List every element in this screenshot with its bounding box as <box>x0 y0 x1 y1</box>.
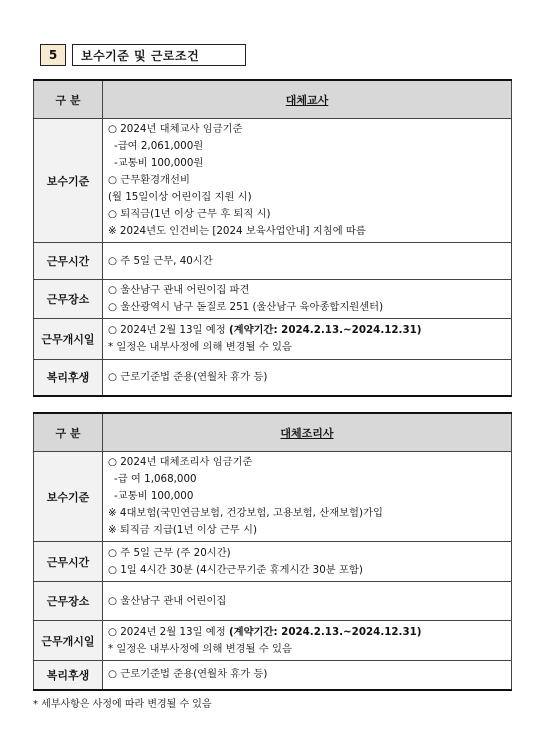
table-row-start-date <box>34 319 512 360</box>
content-line: -교통비 100,000원 <box>114 157 204 169</box>
content-line: ○ 2024년 대체교사 임금기준 <box>108 123 243 135</box>
row-content <box>103 360 512 396</box>
table-row-welfare <box>34 360 512 396</box>
row-label: 보수기준 <box>34 452 103 542</box>
row-label: 근무장소 <box>34 280 103 319</box>
content-line: ○ 근로기준법 준용(연월차 휴가 등) <box>108 668 268 681</box>
content-line: -교통비 100,000 <box>114 490 194 502</box>
content-line: ※ 4대보험(국민연금보험, 건강보험, 고용보험, 산재보험)가입 <box>108 507 383 519</box>
table-row-hours <box>34 243 512 280</box>
content-line: * 일정은 내부사정에 의해 변경될 수 있음 <box>108 341 292 353</box>
section-heading <box>40 44 246 66</box>
row-content <box>103 542 512 582</box>
content-line: -급 여 1,068,000 <box>114 473 197 485</box>
row-content <box>103 661 512 690</box>
table-row-welfare <box>34 661 512 690</box>
footnote: * 세부사항은 사정에 따라 변경될 수 있음 <box>33 699 212 710</box>
row-label: 근무장소 <box>34 582 103 621</box>
row-label: 보수기준 <box>34 119 103 243</box>
row-content <box>103 452 512 542</box>
start-date-text: ○ 2024년 2월 13일 예정 <box>108 324 229 336</box>
contract-period: (계약기간: 2024.2.13.~2024.12.31) <box>228 324 422 336</box>
substitute-cook-table <box>33 412 512 691</box>
row-label: 근무개시일 <box>34 319 103 360</box>
table-header-row <box>34 413 512 452</box>
row-content <box>103 280 512 319</box>
row-label: 복리후생 <box>34 360 103 396</box>
row-content <box>103 119 512 243</box>
start-date-text: ○ 2024년 2월 13일 예정 <box>108 625 229 638</box>
substitute-teacher-table <box>33 79 512 397</box>
content-line: ○ 주 5일 근무, 40시간 <box>108 254 213 267</box>
table-row-salary <box>34 452 512 542</box>
row-label: 근무시간 <box>34 243 103 280</box>
content-line: ○ 주 5일 근무 (주 20시간) <box>108 546 231 559</box>
row-label: 복리후생 <box>34 661 103 690</box>
content-line: ○ 1일 4시간 30분 (4시간근무기준 휴게시간 30분 포함) <box>108 563 363 576</box>
content-line: ※ 퇴직금 지급(1년 이상 근무 시) <box>108 524 257 536</box>
row-content <box>103 582 512 621</box>
content-line: ○ 근무환경개선비 <box>108 174 190 186</box>
row-label: 근무개시일 <box>34 621 103 661</box>
row-content <box>103 319 512 360</box>
header-title <box>103 413 512 452</box>
row-label: 근무시간 <box>34 542 103 582</box>
content-line: ○ 2024년 대체조리사 임금기준 <box>108 456 253 468</box>
content-line: ○ 울산남구 관내 어린이집 <box>108 594 227 607</box>
content-line: ○ 퇴직금(1년 이상 근무 후 퇴직 시) <box>108 208 271 220</box>
table-row-location <box>34 280 512 319</box>
content-line: ○ 근로기준법 준용(연월차 휴가 등) <box>108 370 268 383</box>
contract-period: (계약기간: 2024.2.13.~2024.12.31) <box>228 625 422 638</box>
table-row-location <box>34 582 512 621</box>
table-header-row <box>34 80 512 119</box>
header-title-text: 대체교사 <box>285 93 329 107</box>
content-line: -급여 2,061,000원 <box>114 140 204 152</box>
header-title <box>103 80 512 119</box>
table-row-hours <box>34 542 512 582</box>
section-title: 보수기준 및 근로조건 <box>72 44 246 66</box>
content-line: ※ 2024년도 인건비는 [2024 보육사업안내] 지침에 따름 <box>108 225 366 237</box>
content-line: ○ 울산남구 관내 어린이집 파견 <box>108 284 250 296</box>
content-line: (월 15일이상 어린이집 지원 시) <box>108 191 252 203</box>
content-line <box>108 624 505 641</box>
content-line: * 일정은 내부사정에 의해 변경될 수 있음 <box>108 642 292 655</box>
content-line <box>108 322 505 339</box>
content-line: ○ 울산광역시 남구 돋질로 251 (울산남구 육아종합지원센터) <box>108 301 384 313</box>
header-title-text: 대체조리사 <box>280 426 334 440</box>
section-number: 5 <box>40 44 66 66</box>
row-content <box>103 621 512 661</box>
row-content <box>103 243 512 280</box>
table-row-start-date <box>34 621 512 661</box>
header-label: 구 분 <box>34 413 103 452</box>
header-label: 구 분 <box>34 80 103 119</box>
table-row-salary <box>34 119 512 243</box>
